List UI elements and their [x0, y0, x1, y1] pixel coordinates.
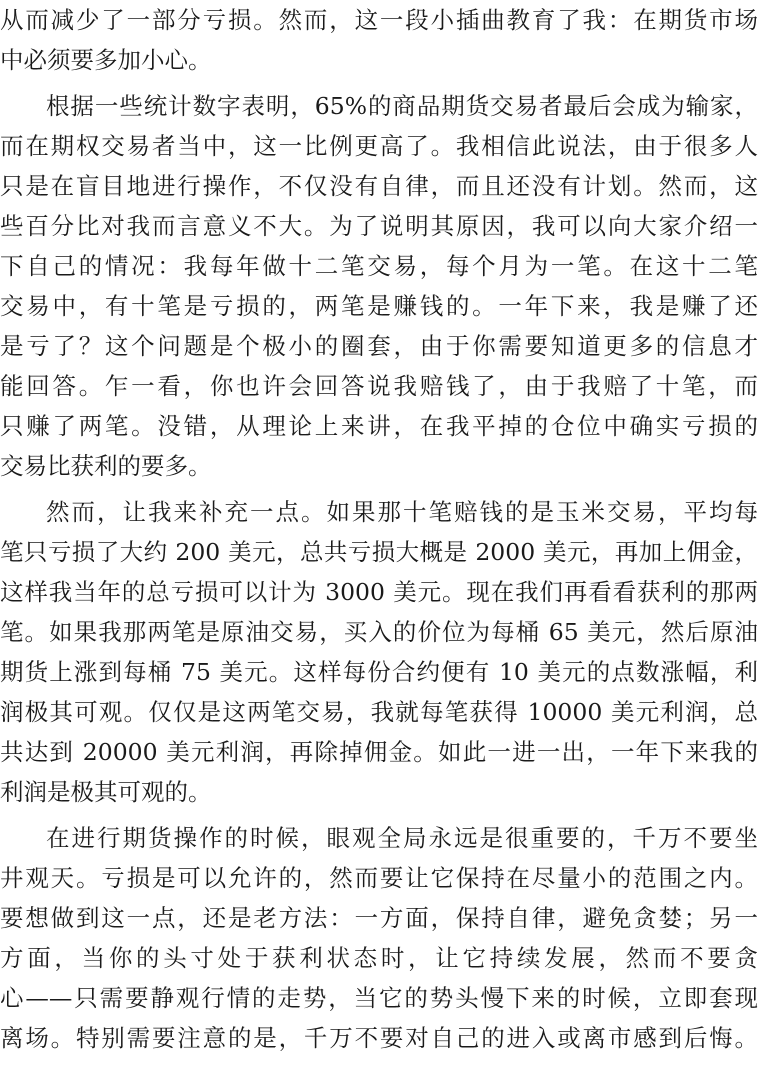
text-line: 这样我当年的总亏损可以计为 3000 美元。现在我们再看看获利的那两 — [0, 578, 758, 606]
text-line: 是亏了？这个问题是个极小的圈套，由于你需要知道更多的信息才 — [0, 332, 758, 360]
text-line: 心——只需要静观行情的走势，当它的势头慢下来的时候，立即套现 — [0, 984, 758, 1012]
text-line: 笔。如果我那两笔是原油交易，买入的价位为每桶 65 美元，然后原油 — [0, 618, 758, 646]
text-line: 从而减少了一部分亏损。然而，这一段小插曲教育了我：在期货市场 — [0, 6, 758, 34]
text-line: 只赚了两笔。没错，从理论上来讲，在我平掉的仓位中确实亏损的 — [0, 412, 758, 440]
text-line: 润极其可观。仅仅是这两笔交易，我就每笔获得 10000 美元利润，总 — [0, 698, 758, 726]
text-line: 只是在盲目地进行操作，不仅没有自律，而且还没有计划。然而，这 — [0, 172, 758, 200]
text-line: 交易中，有十笔是亏损的，两笔是赚钱的。一年下来，我是赚了还 — [0, 292, 758, 320]
text-line: 期货上涨到每桶 75 美元。这样每份合约便有 10 美元的点数涨幅，利 — [0, 658, 758, 686]
text-line: 方面，当你的头寸处于获利状态时，让它持续发展，然而不要贪 — [0, 944, 758, 972]
text-line: 些百分比对我而言意义不大。为了说明其原因，我可以向大家介绍一 — [0, 212, 758, 240]
text-line: 中必须要多加小心。 — [0, 46, 212, 74]
text-line: 而在期权交易者当中，这一比例更高了。我相信此说法，由于很多人 — [0, 132, 758, 160]
text-line: 在进行期货操作的时候，眼观全局永远是很重要的，千万不要坐 — [46, 824, 758, 852]
text-line: 下自己的情况：我每年做十二笔交易，每个月为一笔。在这十二笔 — [0, 252, 758, 280]
text-line: 根据一些统计数字表明，65%的商品期货交易者最后会成为输家， — [46, 92, 758, 120]
text-line: 共达到 20000 美元利润，再除掉佣金。如此一进一出，一年下来我的 — [0, 738, 758, 766]
text-line: 交易比获利的要多。 — [0, 452, 212, 480]
text-line: 笔只亏损了大约 200 美元，总共亏损大概是 2000 美元，再加上佣金， — [0, 538, 758, 566]
text-line: 然而，让我来补充一点。如果那十笔赔钱的是玉米交易，平均每 — [46, 498, 758, 526]
text-line: 利润是极其可观的。 — [0, 778, 212, 806]
text-line: 要想做到这一点，还是老方法：一方面，保持自律，避免贪婪；另一 — [0, 904, 758, 932]
text-line: 井观天。亏损是可以允许的，然而要让它保持在尽量小的范围之内。 — [0, 864, 758, 892]
text-line: 能回答。乍一看，你也许会回答说我赔钱了，由于我赔了十笔，而 — [0, 372, 758, 400]
text-line: 离场。特别需要注意的是，千万不要对自己的进入或离市感到后悔。 — [0, 1024, 758, 1052]
